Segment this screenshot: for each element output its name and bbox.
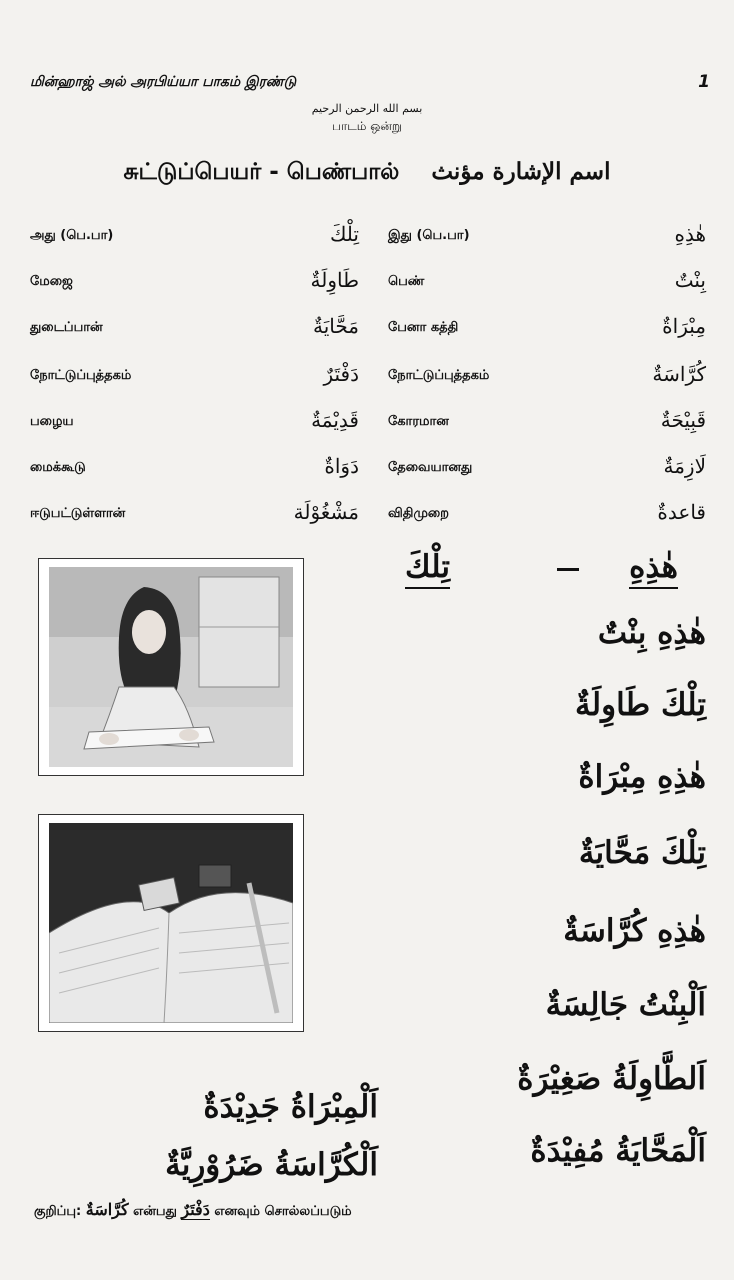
demo-dash	[557, 568, 579, 571]
note-label: குறிப்பு:	[34, 1204, 82, 1219]
sentence: اَلْكُرَّاسَةُ ضَرُوْرِيَّةٌ	[165, 1147, 378, 1183]
lesson-title	[0, 158, 734, 188]
note-arabic-1: كُرَّاسَةٌ	[85, 1200, 129, 1219]
vocab-tamil: ஈடுபட்டுள்ளான்	[30, 506, 126, 521]
photo-girl-writing	[38, 558, 304, 776]
sentence: اَلطَّاوِلَةُ صَغِيْرَةٌ	[517, 1061, 706, 1097]
note-text-1: என்பது	[133, 1204, 177, 1219]
vocab-tamil: பேனா கத்தி	[388, 320, 459, 335]
vocab-tamil: தேவையானது	[388, 460, 473, 475]
sentence: هٰذِهِ مِبْرَاةٌ	[578, 759, 706, 795]
basmala: بسم الله الرحمن الرحيم	[311, 102, 423, 115]
title-arabic: اسم الإشارة مؤنث	[431, 158, 611, 185]
sentence: اَلْمِبْرَاةُ جَدِيْدَةٌ	[203, 1089, 378, 1125]
vocab-arabic: بِنْتٌ	[674, 268, 706, 292]
vocab-tamil: அது (பெ.பா)	[30, 228, 114, 243]
demo-that: تِلْكَ	[405, 552, 450, 583]
vocab-arabic: قَبِيْحَةٌ	[660, 408, 706, 432]
vocab-arabic: دَفْتَرٌ	[323, 362, 359, 386]
sentence: اَلْمَحَّايَةُ مُفِيْدَةٌ	[530, 1133, 706, 1169]
vocab-row	[0, 454, 734, 484]
vocab-row	[0, 268, 734, 298]
sentence: تِلْكَ طَاوِلَةٌ	[575, 687, 706, 723]
vocab-tamil: நோட்டுப்புத்தகம்	[30, 368, 132, 383]
vocab-tamil: விதிமுறை	[388, 506, 450, 521]
vocab-row	[0, 408, 734, 438]
book-title: மின்ஹாஜ் அல் அரபிய்யா பாகம் இரண்டு	[30, 74, 297, 90]
vocab-arabic: تِلْكَ	[329, 222, 359, 246]
sentence: هٰذِهِ بِنْتٌ	[597, 615, 706, 651]
vocab-arabic: مِبْرَاةٌ	[662, 314, 706, 338]
vocab-row	[0, 222, 734, 252]
vocab-tamil: இது (பெ.பா)	[388, 228, 470, 243]
vocab-arabic: مَحَّايَةٌ	[312, 314, 359, 338]
sentence: هٰذِهِ كُرَّاسَةٌ	[563, 913, 706, 949]
vocab-arabic: طَاوِلَةٌ	[310, 268, 359, 292]
vocab-arabic: قاعدةٌ	[657, 500, 706, 524]
photo-notebook-eraser-icon	[49, 823, 293, 1023]
page-number: 1	[698, 72, 710, 92]
photo-girl-writing-icon	[49, 567, 293, 767]
vocab-arabic: لَازِمَةٌ	[663, 454, 706, 478]
note-text-2: எனவும் சொல்லப்படும்	[214, 1204, 352, 1219]
vocab-tamil: மேஜை	[30, 274, 73, 289]
vocab-tamil: கோரமான	[388, 414, 449, 429]
vocab-arabic: دَوَاةٌ	[324, 454, 359, 478]
vocab-arabic: مَشْغُوْلَة	[293, 500, 359, 524]
sentence: تِلْكَ مَحَّايَةٌ	[578, 835, 706, 871]
demo-this: هٰذِهِ	[629, 552, 678, 583]
vocab-tamil: மைக்கூடு	[30, 460, 86, 475]
vocab-row	[0, 314, 734, 344]
vocab-tamil: பெண்	[388, 274, 425, 289]
vocab-tamil: பழைய	[30, 414, 74, 429]
footnote	[34, 1200, 352, 1220]
lesson-label: பாடம் ஒன்று	[332, 119, 402, 133]
photo-notebook-eraser	[38, 814, 304, 1032]
title-tamil: சுட்டுப்பெயர் - பெண்பால்	[123, 159, 400, 185]
vocab-row	[0, 362, 734, 392]
vocab-arabic: قَدِيْمَةٌ	[311, 408, 359, 432]
sentence: اَلْبِنْتُ جَالِسَةٌ	[545, 987, 706, 1023]
vocab-row	[0, 500, 734, 530]
vocab-arabic: كُرَّاسَةٌ	[652, 362, 706, 386]
note-arabic-2: دَفْتَرٌ	[181, 1200, 210, 1219]
vocab-arabic: هٰذِهِ	[674, 222, 706, 246]
vocab-tamil: நோட்டுப்புத்தகம்	[388, 368, 490, 383]
vocab-tamil: துடைப்பான்	[30, 320, 103, 335]
